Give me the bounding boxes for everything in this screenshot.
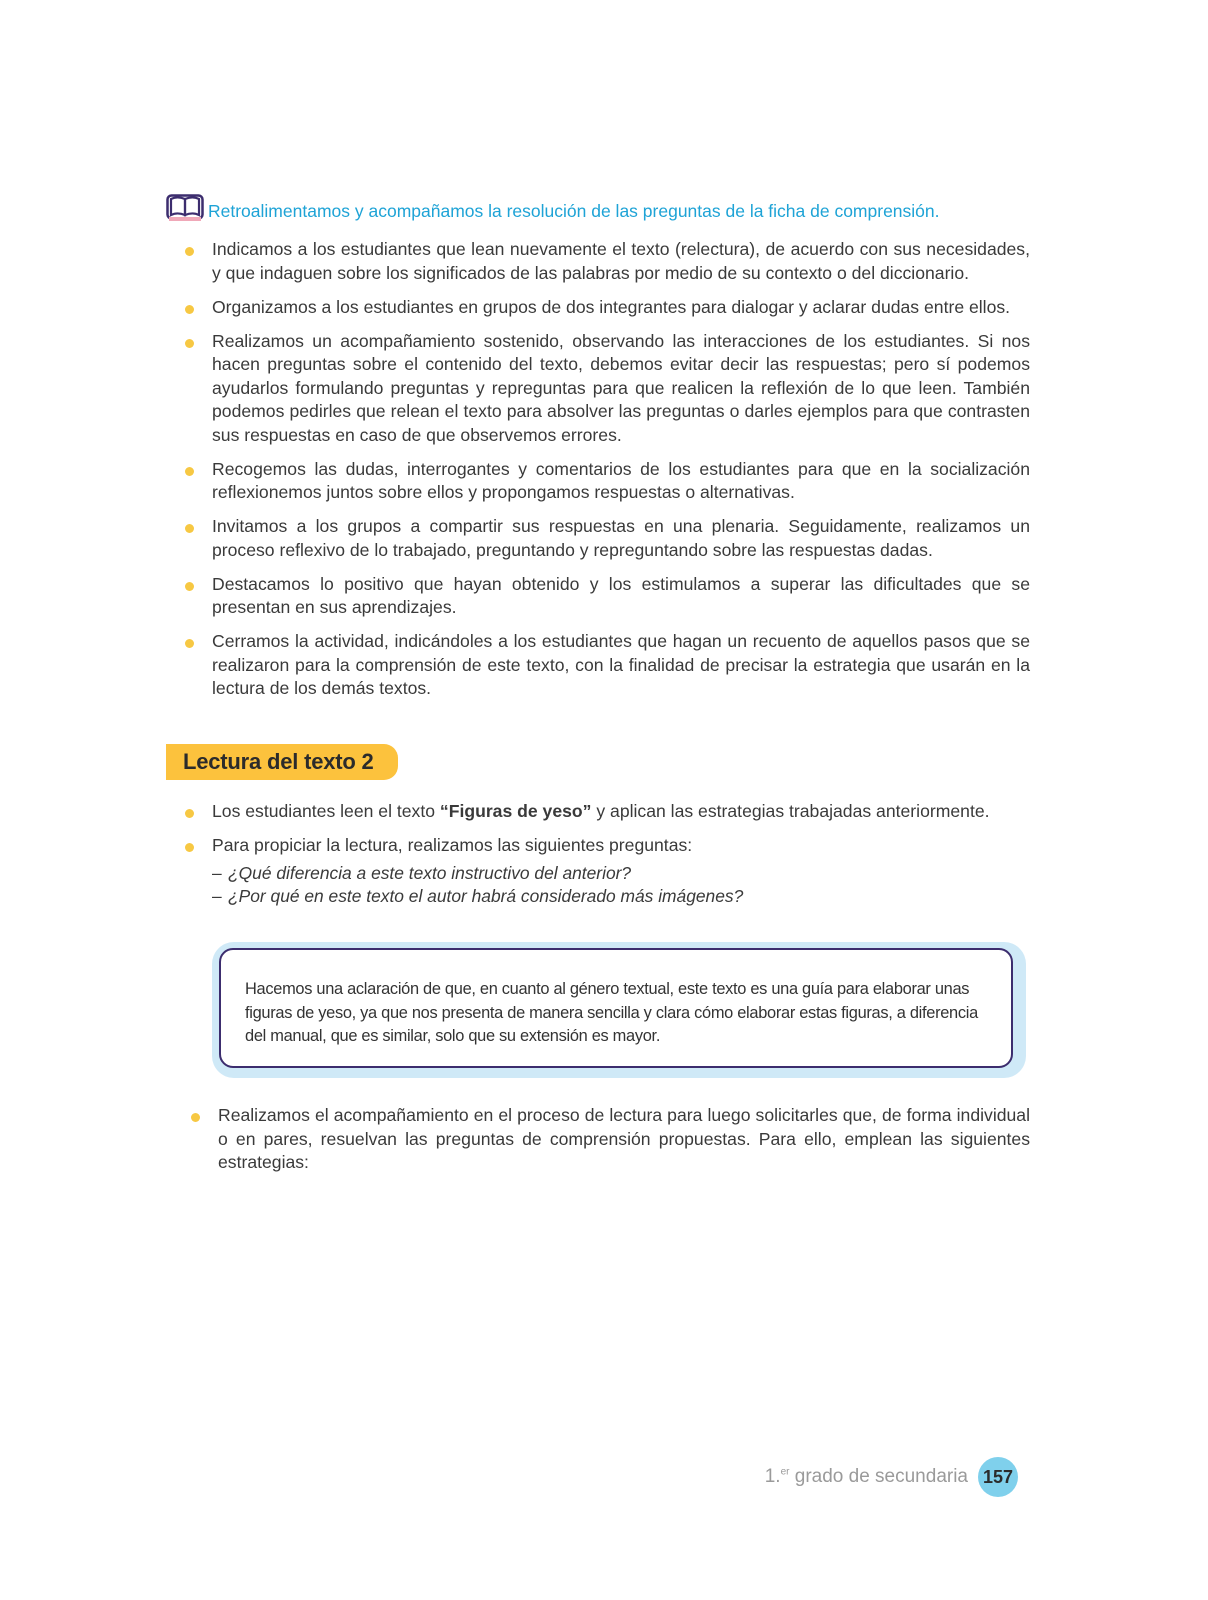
open-book-icon bbox=[166, 194, 204, 222]
reading2-list bbox=[212, 800, 1030, 919]
note-box-inner bbox=[219, 948, 1013, 1068]
bullet-dot-icon bbox=[191, 1113, 200, 1122]
list-item: Realizamos el acompañamiento en el proceso de lectura para luego solicitarles que, de forma individual o en pares, resuelvan las preguntas de comprensión propuestas. Para ello, emplean las siguientes estrategias: bbox=[218, 1104, 1030, 1175]
bullet-dot-icon bbox=[185, 339, 194, 348]
list-item: Para propiciar la lectura, realizamos las siguientes preguntas: – ¿Qué diferencia a este texto instructivo del anterior? – ¿Por qué en este texto el autor habrá considerado más imágenes? bbox=[212, 834, 1030, 909]
grade-label: 1.$^{er}$ grado de secundaria bbox=[764, 1466, 968, 1487]
feedback-section-header bbox=[166, 194, 1026, 222]
bullet-dot-icon bbox=[185, 524, 194, 533]
list-item: Cerramos la actividad, indicándoles a los estudiantes que hagan un recuento de aquellos pasos que se realizaron para la comprensión de este texto, con la finalidad de precisar la estrategia que usarán en la lectura de los demás textos. bbox=[212, 630, 1030, 701]
reading2-section-tab bbox=[166, 744, 398, 780]
feedback-list bbox=[212, 238, 1030, 711]
list-item: Invitamos a los grupos a compartir sus respuestas en una plenaria. Seguidamente, realizamos un proceso reflexivo de lo trabajado, preguntando y repreguntando sobre las respuestas dadas. bbox=[212, 515, 1030, 562]
list-item: Indicamos a los estudiantes que lean nuevamente el texto (relectura), de acuerdo con sus necesidades, y que indaguen sobre los significados de las palabras por medio de su contexto o del diccionario. bbox=[212, 238, 1030, 285]
list-item: Los estudiantes leen el texto “Figuras de yeso” y aplican las estrategias trabajadas anteriormente. bbox=[212, 800, 1030, 824]
page-number: 157 bbox=[978, 1457, 1018, 1497]
bullet-dot-icon bbox=[185, 305, 194, 314]
list-item: Realizamos un acompañamiento sostenido, observando las interacciones de los estudiantes. Si nos hacen preguntas sobre el contenido del texto, debemos evitar decir las respuestas; pero sí podemos ayudarlos formulando preguntas y repreguntas para que realicen la reflexión de lo que leen. También podemos pedirles que relean el texto para absolver las preguntas o darles ejemplos para que contrasten sus respuestas en caso de que observemos errores. bbox=[212, 330, 1030, 448]
bullet-dot-icon bbox=[185, 582, 194, 591]
bullet-dot-icon bbox=[185, 247, 194, 256]
question-item: – ¿Qué diferencia a este texto instructivo del anterior? bbox=[212, 862, 632, 883]
list-item: Recogemos las dudas, interrogantes y comentarios de los estudiantes para que en la socialización reflexionemos juntos sobre ellos y propongamos respuestas o alternativas. bbox=[212, 458, 1030, 505]
bullet-dot-icon bbox=[185, 639, 194, 648]
text-title-bold: “Figuras de yeso” bbox=[439, 801, 592, 821]
question-item: – ¿Por qué en este texto el autor habrá considerado más imágenes? bbox=[212, 886, 744, 906]
section-tab-label: Lectura del texto 2 bbox=[183, 749, 374, 774]
bullet-dot-icon bbox=[185, 843, 194, 852]
question-list bbox=[212, 862, 1030, 909]
feedback-title: Retroalimentamos y acompañamos la resolución de las preguntas de la ficha de comprensión. bbox=[208, 201, 940, 221]
reading2-list-continued bbox=[218, 1104, 1030, 1175]
list-item: Destacamos lo positivo que hayan obtenido y los estimulamos a superar las dificultades que se presentan en sus aprendizajes. bbox=[212, 573, 1030, 620]
list-item: Organizamos a los estudiantes en grupos de dos integrantes para dialogar y aclarar dudas entre ellos. bbox=[212, 296, 1030, 320]
page-footer bbox=[765, 1457, 1018, 1497]
bullet-dot-icon bbox=[185, 467, 194, 476]
bullet-dot-icon bbox=[185, 809, 194, 818]
note-text: Hacemos una aclaración de que, en cuanto al género textual, este texto es una guía para elaborar unas figuras de yeso, ya que nos presenta de manera sencilla y clara cómo elaborar estas figuras, a diferencia del manual, que es similar, solo que su extensión es mayor. bbox=[245, 980, 978, 1045]
note-box bbox=[212, 942, 1026, 1078]
